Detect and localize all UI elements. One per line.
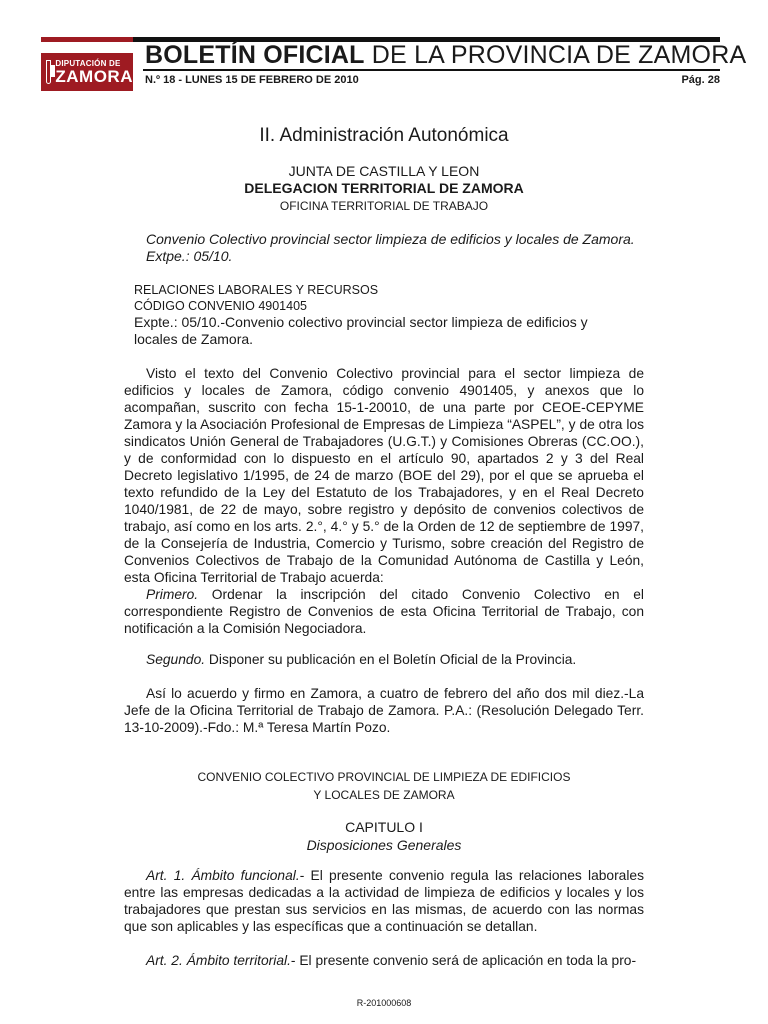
subject-line-2: Extpe.: 05/10. [146,248,233,264]
bulletin-title [145,40,746,70]
subject-line-1: Convenio Colectivo provincial sector limpieza de edificios y locales de Zamora. [146,231,635,247]
logo-small-text: DIPUTACIÓN DE [55,58,121,68]
primero-label: Primero. [146,587,199,602]
firma-block [124,685,644,736]
visto-paragraph: Visto el texto del Convenio Colectivo provincial para el sector limpieza de edificios y locales de Zamora, código convenio 4901405, y anexos que lo acompañan, suscrito con fecha 15-1-20010, de una parte por CEOE-CEPYME Zamora y la Asociación Profesional de Empresas de Limpieza “ASPEL”, y de otra los sindicatos Unión General de Trabajadores (U.G.T.) y Comisiones Obreras (CC.OO.), y de conformidad con lo dispuesto en el artículo 90, apartados 2 y 3 del Real Decreto legislativo 1/1995, de 24 de marzo (BOE del 29), por el que se aprueba el texto refundido de la Ley del Estatuto de los Trabajadores, y en el Real Decreto 1040/1981, de 22 de mayo, sobre registro y depósito de convenios colectivos de trabajo, así como en los arts. 2.°, 4.° y 5.° de la Orden de 12 de septiembre de 1997, de la Consejería de Industria, Comercio y Turismo, sobre creación del Registro de Convenios Colectivos de Trabajo de la Comunidad Autónoma de Castilla y León, esta Oficina Territorial de Trabajo acuerda: [124,366,644,585]
coat-of-arms-icon [46,60,51,84]
art1-block [124,867,644,935]
subject-block [146,231,656,265]
org-delegacion: DELEGACION TERRITORIAL DE ZAMORA [244,180,524,196]
segundo-block [124,651,644,668]
header-divider [143,69,720,71]
segundo-text: Disponer su publicación en el Boletín Oficial de la Provincia. [205,652,577,667]
diputacion-logo [41,53,133,91]
firma-paragraph: Así lo acuerdo y firmo en Zamora, a cuatro de febrero del año dos mil diez.-La Jefe de la Oficina Territorial de Trabajo de Zamora. P.A.: (Resolución Delegado Terr. 13-10-2009).-Fdo.: M.ª Teresa Martín Pozo. [124,686,644,735]
segundo-label: Segundo. [146,652,206,667]
section-title: II. Administración Autonómica [259,125,509,146]
org-junta: JUNTA DE CASTILLA Y LEON [288,163,480,179]
art1-text: - El presente convenio regula las relaciones laborales entre las empresas dedicadas a la actividad de limpieza de edificios y locales y los trabajadores que prestan sus servicios en las mismas, de acuerdo con las normas que son aplicables y las específicas que a continuación se detallan. [124,868,644,934]
art2-paragraph [124,952,644,969]
relations-block [134,282,378,314]
relations-line-2: CÓDIGO CONVENIO 4901405 [134,299,307,313]
bulletin-title-rest: DE LA PROVINCIA DE ZAMORA [364,41,747,69]
capitulo-title: CAPITULO I [345,819,423,835]
convenio-title-2: Y LOCALES DE ZAMORA [313,788,455,802]
art2-text: - El presente convenio será de aplicación en toda la pro- [290,953,637,968]
logo-big-text: ZAMORA [55,66,133,86]
art2-block [124,952,644,969]
art1-paragraph [124,867,644,935]
segundo-paragraph [124,651,644,668]
capitulo-subtitle: Disposiciones Generales [306,837,462,853]
primero-text: Ordenar la inscripción del citado Convenio Colectivo en el correspondiente Registro de Convenios de esta Oficina Territorial de Trabajo, con notificación a la Comisión Negociadora. [124,587,644,636]
bulletin-title-bold: BOLETÍN OFICIAL [145,41,365,69]
art2-label: Art. 2. Ámbito territorial. [146,953,291,968]
header-top-rule-red [41,37,133,42]
relations-line-1: RELACIONES LABORALES Y RECURSOS [134,283,379,297]
primero-paragraph [124,586,644,637]
org-oficina: OFICINA TERRITORIAL DE TRABAJO [279,199,489,213]
convenio-title-1: CONVENIO COLECTIVO PROVINCIAL DE LIMPIEZA DE EDIFICIOS [197,770,571,784]
page-number: Pág. 28 [681,74,720,86]
convenio-title-block [0,768,768,804]
art1-label: Art. 1. Ámbito funcional. [146,868,300,883]
resolution-body [124,365,644,637]
footer-reference: R-201000608 [356,998,412,1008]
capitulo-block [0,818,768,854]
issue-date: N.º 18 - LUNES 15 DE FEBRERO DE 2010 [145,74,359,86]
expediente-line: Expte.: 05/10.-Convenio colectivo provincial sector limpieza de edificios y locales de Zamora. [134,314,588,347]
